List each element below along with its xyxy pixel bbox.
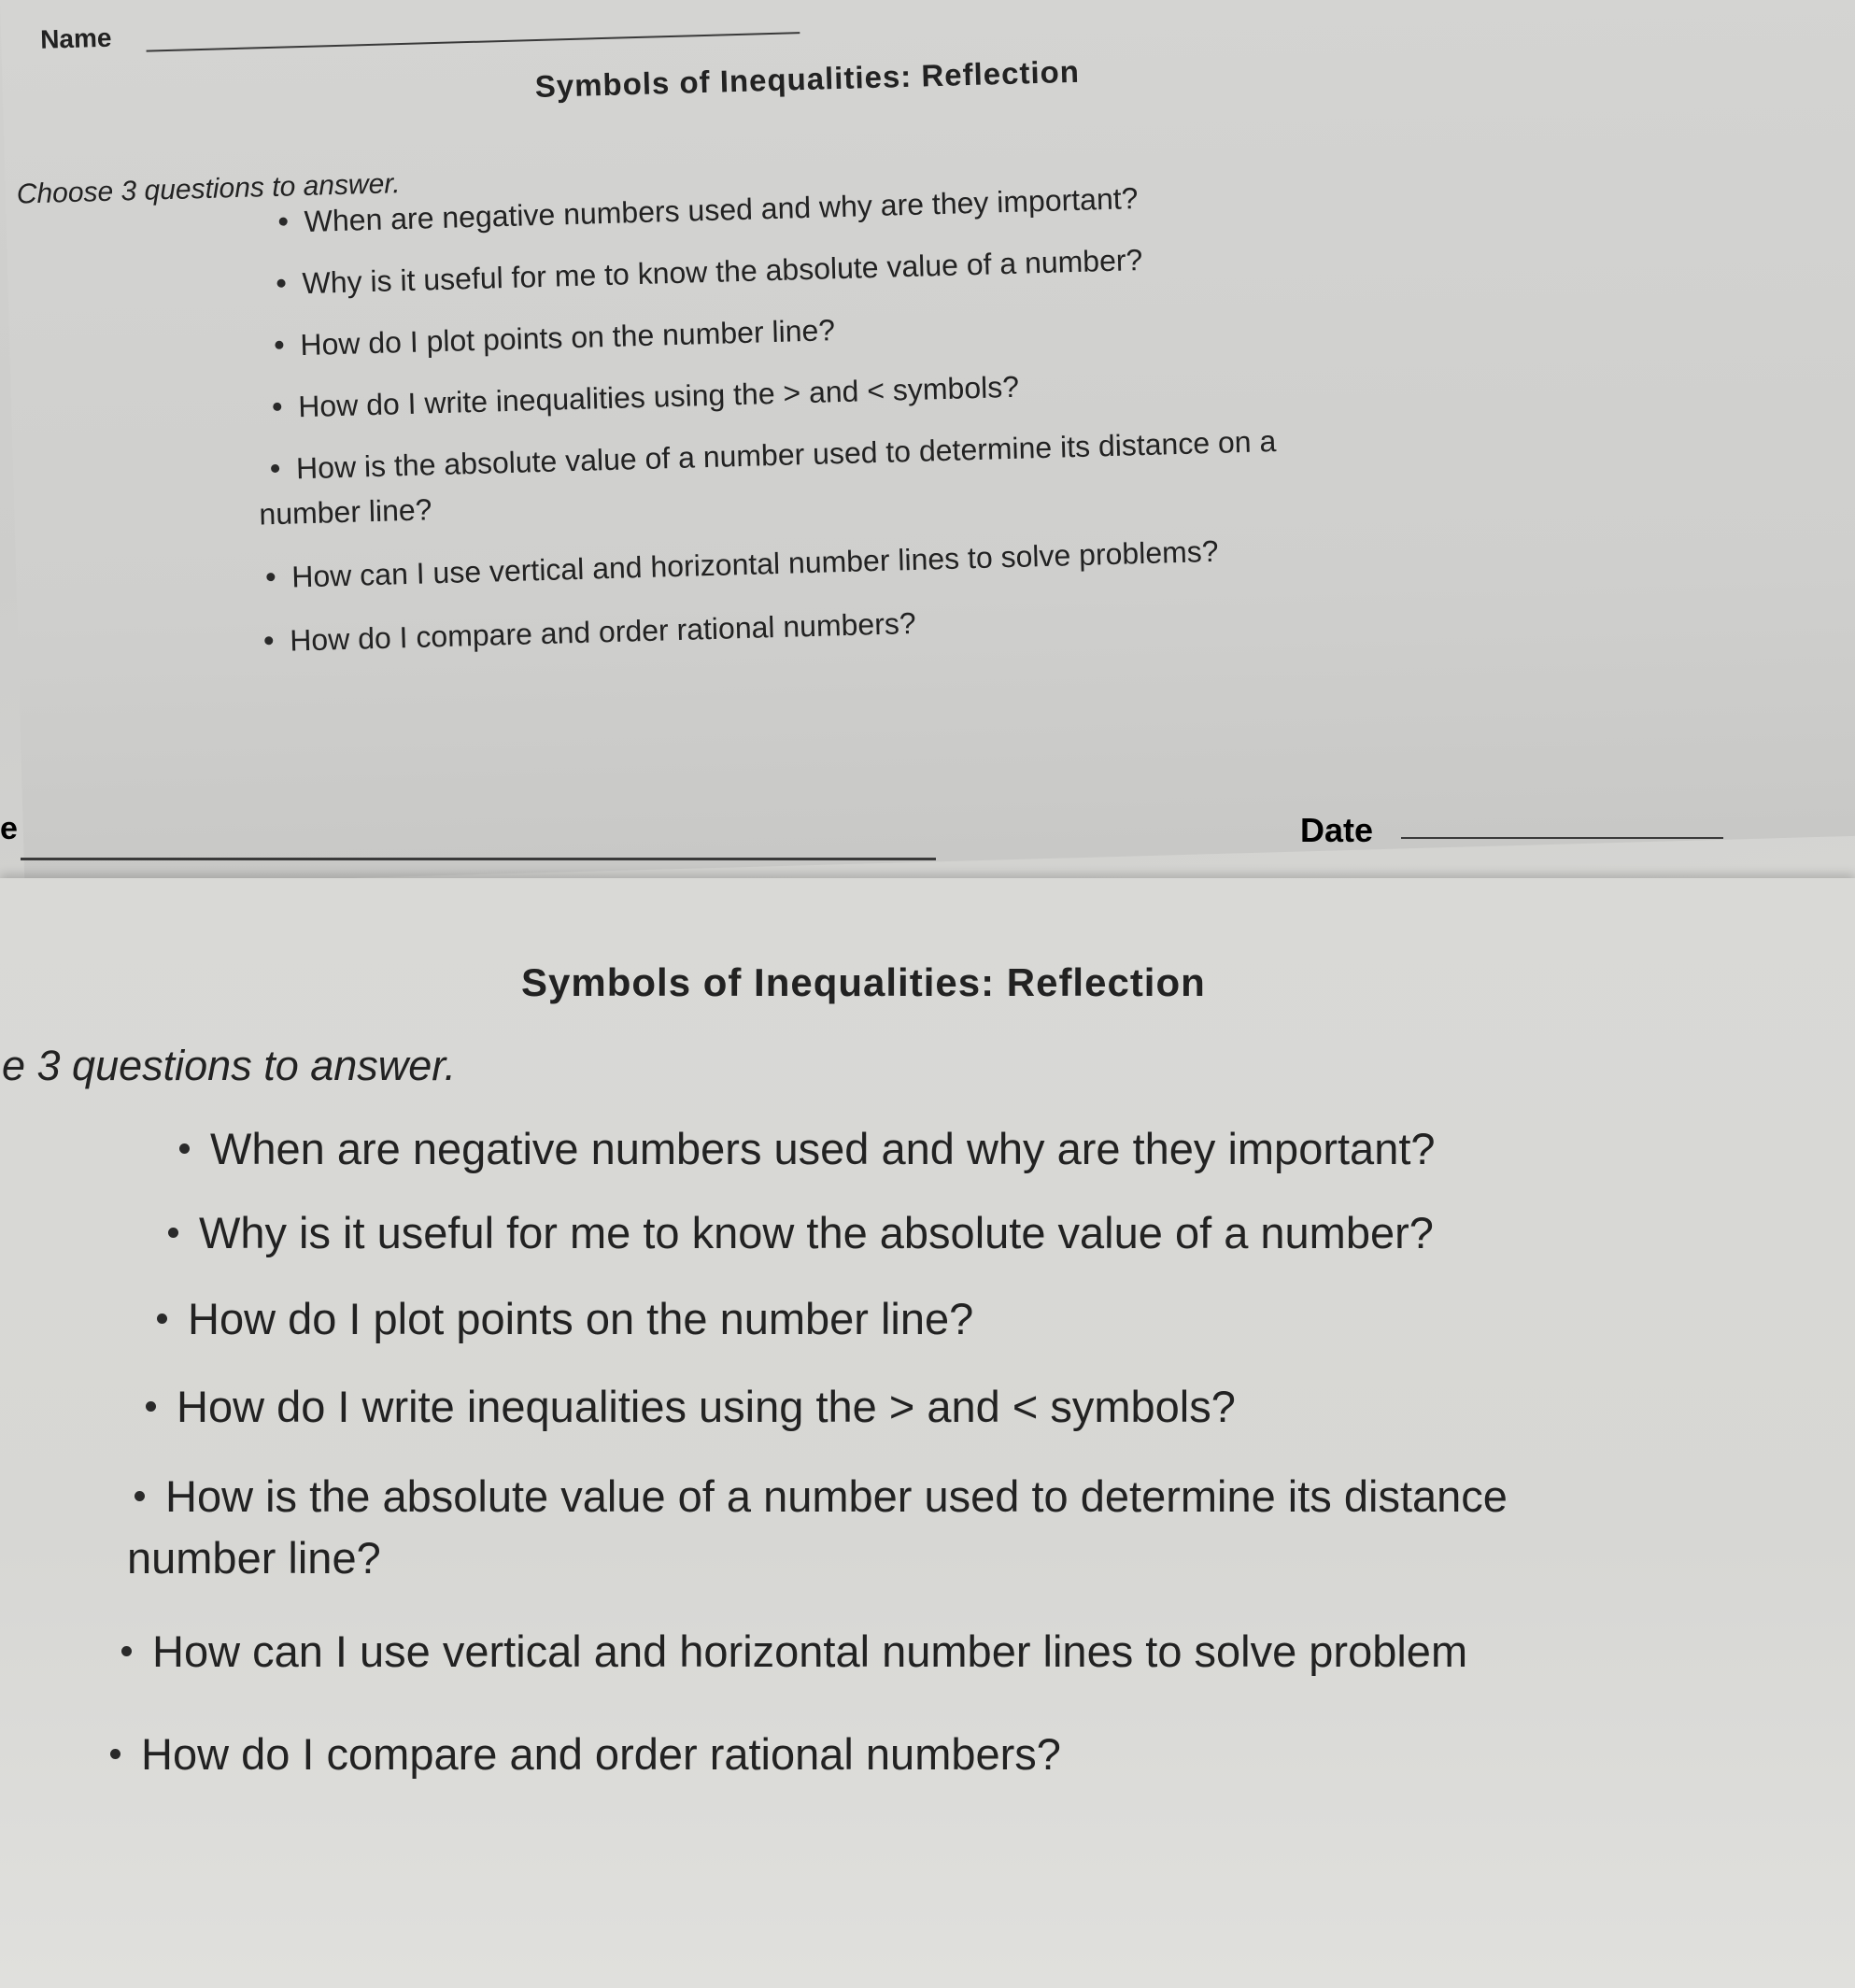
question-item: When are negative numbers used and why are they important? — [179, 1123, 1436, 1174]
question-item: How do I plot points on the number line? — [275, 313, 836, 363]
bullet-icon — [279, 218, 288, 226]
name-label: Name — [39, 22, 112, 54]
worksheet-top — [0, 0, 1855, 888]
question-item: Why is it useful for me to know the absolute value of a number? — [168, 1207, 1434, 1258]
bullet-icon — [273, 403, 281, 411]
question-item: How do I write inequalities using the > and < symbols? — [146, 1381, 1236, 1432]
instructions: e 3 questions to answer. — [2, 1042, 457, 1089]
bullet-icon — [157, 1314, 167, 1324]
question-item: How do I compare and order rational numbers? — [110, 1728, 1061, 1780]
bullet-icon — [276, 279, 285, 288]
question-continuation: number line? — [127, 1533, 381, 1583]
question-item: How is the absolute value of a number used to determine its distance on a — [271, 424, 1277, 487]
bullet-icon — [271, 464, 279, 473]
worksheet-bottom — [0, 878, 1855, 1988]
bullet-icon — [135, 1491, 145, 1501]
bullet-icon — [146, 1401, 156, 1412]
name-line — [21, 858, 936, 860]
question-item: How can I use vertical and horizontal number lines to solve problem — [121, 1626, 1467, 1677]
worksheet-title: Symbols of Inequalities: Reflection — [521, 960, 1206, 1004]
bullet-icon — [266, 573, 275, 581]
bullet-icon — [110, 1749, 120, 1759]
question-continuation: number line? — [258, 492, 432, 532]
question-item: How do I plot points on the number line? — [157, 1293, 973, 1344]
bullet-icon — [121, 1646, 132, 1656]
date-label: Date — [1300, 811, 1374, 849]
bullet-icon — [179, 1143, 190, 1154]
question-item: Why is it useful for me to know the absolute value of a number? — [276, 243, 1143, 302]
name-line — [147, 32, 800, 52]
bullet-icon — [275, 341, 283, 349]
question-item: How do I write inequalities using the > and < symbols? — [273, 370, 1020, 425]
date-line — [1401, 837, 1723, 839]
bullet-icon — [168, 1228, 178, 1238]
name-label-cut: e — [0, 811, 18, 846]
bullet-icon — [264, 636, 273, 645]
question-item: How is the absolute value of a number used to determine its distance — [135, 1470, 1508, 1522]
worksheet-title: Symbols of Inequalities: Reflection — [534, 53, 1081, 105]
instructions: Choose 3 questions to answer. — [16, 168, 401, 210]
question-item: When are negative numbers used and why are they important? — [278, 181, 1139, 240]
question-item: How do I compare and order rational numbers? — [264, 606, 916, 659]
question-item: How can I use vertical and horizontal number lines to solve problems? — [266, 534, 1219, 595]
